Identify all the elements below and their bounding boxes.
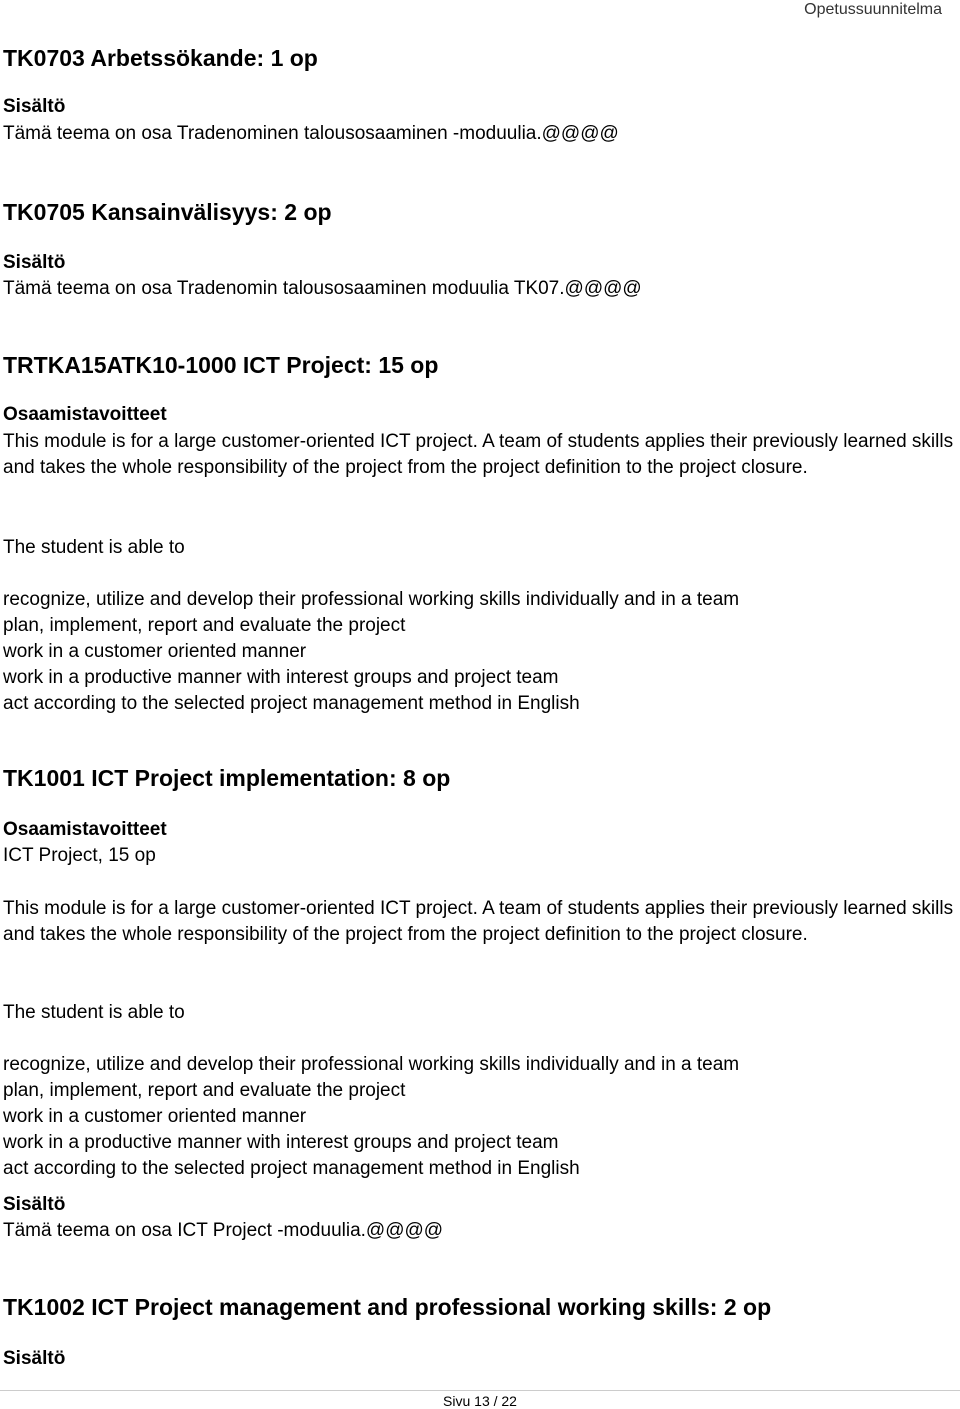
footer-divider — [0, 1390, 960, 1391]
section-title-trtka15atk10: TRTKA15ATK10-1000 ICT Project: 15 op — [3, 352, 439, 378]
objectives-label: Osaamistavoitteet — [3, 819, 167, 840]
able-to-intro: The student is able to — [3, 1002, 185, 1023]
sisalto-text: Tämä teema on osa ICT Project -moduulia.@@@@ — [3, 1220, 444, 1241]
sisalto-text: Tämä teema on osa Tradenominen talousosaaminen -moduulia.@@@@ — [3, 123, 619, 144]
sisalto-label: Sisältö — [3, 1194, 66, 1215]
sisalto-label: Sisältö — [3, 1348, 66, 1369]
objectives-label: Osaamistavoitteet — [3, 404, 167, 425]
list-item: work in a customer oriented manner — [3, 1106, 307, 1127]
sisalto-label: Sisältö — [3, 96, 66, 117]
module-description: This module is for a large customer-oriented ICT project. A team of students applies their previously learned skills and takes the whole responsibility of the project from the project definition to the project closure. — [3, 431, 954, 478]
document-header-title: Opetussuunnitelma — [804, 1, 942, 18]
page-number: Sivu 13 / 22 — [443, 1393, 517, 1409]
module-reference: ICT Project, 15 op — [3, 845, 156, 866]
sisalto-text: Tämä teema on osa Tradenomin talousosaaminen moduulia TK07.@@@@ — [3, 278, 642, 299]
list-item: act according to the selected project management method in English — [3, 693, 580, 714]
section-title-tk0703: TK0703 Arbetssökande: 1 op — [3, 45, 318, 71]
list-item: work in a productive manner with interest groups and project team — [3, 667, 559, 688]
list-item: recognize, utilize and develop their professional working skills individually and in a team — [3, 589, 740, 610]
objectives-list — [3, 587, 739, 717]
section-title-tk1001: TK1001 ICT Project implementation: 8 op — [3, 765, 451, 791]
module-description: This module is for a large customer-oriented ICT project. A team of students applies their previously learned skills and takes the whole responsibility of the project from the project definition to the project closure. — [3, 898, 954, 945]
objectives-list — [3, 1052, 739, 1182]
sisalto-label: Sisältö — [3, 252, 66, 273]
able-to-intro: The student is able to — [3, 537, 185, 558]
section-title-tk0705: TK0705 Kansainvälisyys: 2 op — [3, 199, 332, 225]
section-title-tk1002: TK1002 ICT Project management and professional working skills: 2 op — [3, 1294, 772, 1320]
list-item: work in a customer oriented manner — [3, 641, 307, 662]
list-item: work in a productive manner with interest groups and project team — [3, 1132, 559, 1153]
list-item: act according to the selected project management method in English — [3, 1158, 580, 1179]
list-item: plan, implement, report and evaluate the project — [3, 615, 406, 636]
list-item: plan, implement, report and evaluate the project — [3, 1080, 406, 1101]
list-item: recognize, utilize and develop their professional working skills individually and in a team — [3, 1054, 740, 1075]
